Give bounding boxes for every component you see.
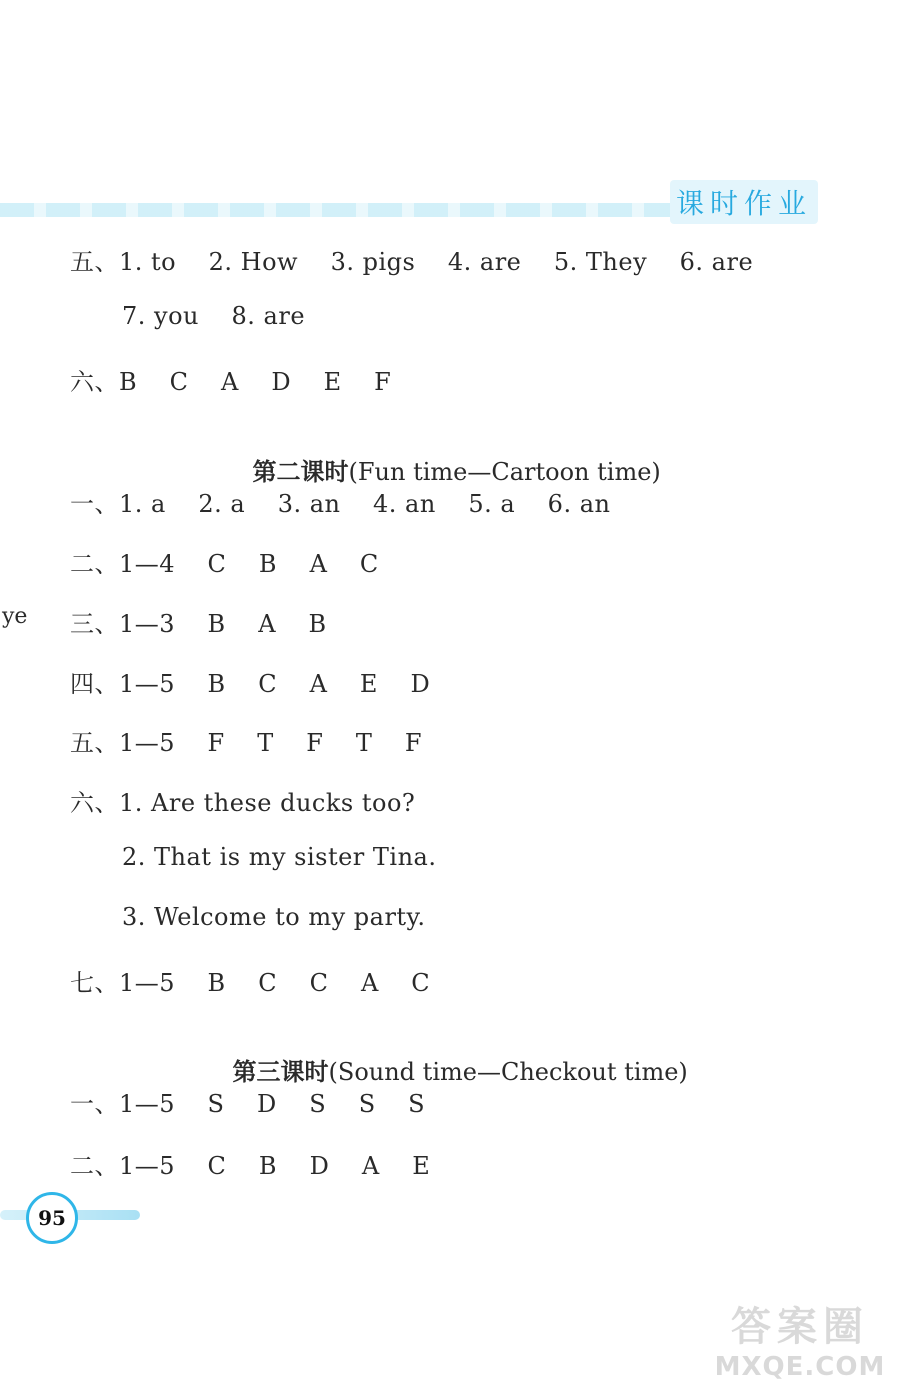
answer-line: 五、1—5 F T F T F xyxy=(70,729,423,757)
answer-line: 7. you 8. are xyxy=(122,302,306,330)
answer-line: 一、1. a 2. a 3. an 4. an 5. a 6. an xyxy=(70,490,611,518)
section-title-cn: 第三课时 xyxy=(232,1058,329,1086)
watermark-logo xyxy=(710,1295,890,1382)
watermark-en: MXQE.COM xyxy=(714,1352,886,1382)
answer-line: 2. That is my sister Tina. xyxy=(122,843,437,871)
answer-line: 三、1—3 B A B xyxy=(70,610,327,638)
section-title-cn: 第二课时 xyxy=(252,458,349,486)
header-title: 课时作业 xyxy=(670,180,818,224)
margin-fragment: ye xyxy=(2,604,28,629)
answer-line: 六、B C A D E F xyxy=(70,368,392,396)
header-band xyxy=(0,203,700,217)
answer-line: 二、1—4 C B A C xyxy=(70,550,379,578)
page-number: 95 xyxy=(26,1192,78,1244)
section-title-en: (Sound time—Checkout time) xyxy=(328,1058,688,1086)
answer-line: 二、1—5 C B D A E xyxy=(70,1152,431,1180)
watermark-cn: 答案圈 xyxy=(731,1304,869,1350)
answer-line: 3. Welcome to my party. xyxy=(122,903,426,931)
answer-line: 五、1. to 2. How 3. pigs 4. are 5. They 6. are xyxy=(70,248,754,276)
answer-line: 一、1—5 S D S S S xyxy=(70,1090,426,1118)
answer-line: 四、1—5 B C A E D xyxy=(70,670,431,698)
answer-line: 七、1—5 B C C A C xyxy=(70,969,431,997)
answer-line: 六、1. Are these ducks too? xyxy=(70,789,416,817)
section-title-en: (Fun time—Cartoon time) xyxy=(348,458,661,486)
